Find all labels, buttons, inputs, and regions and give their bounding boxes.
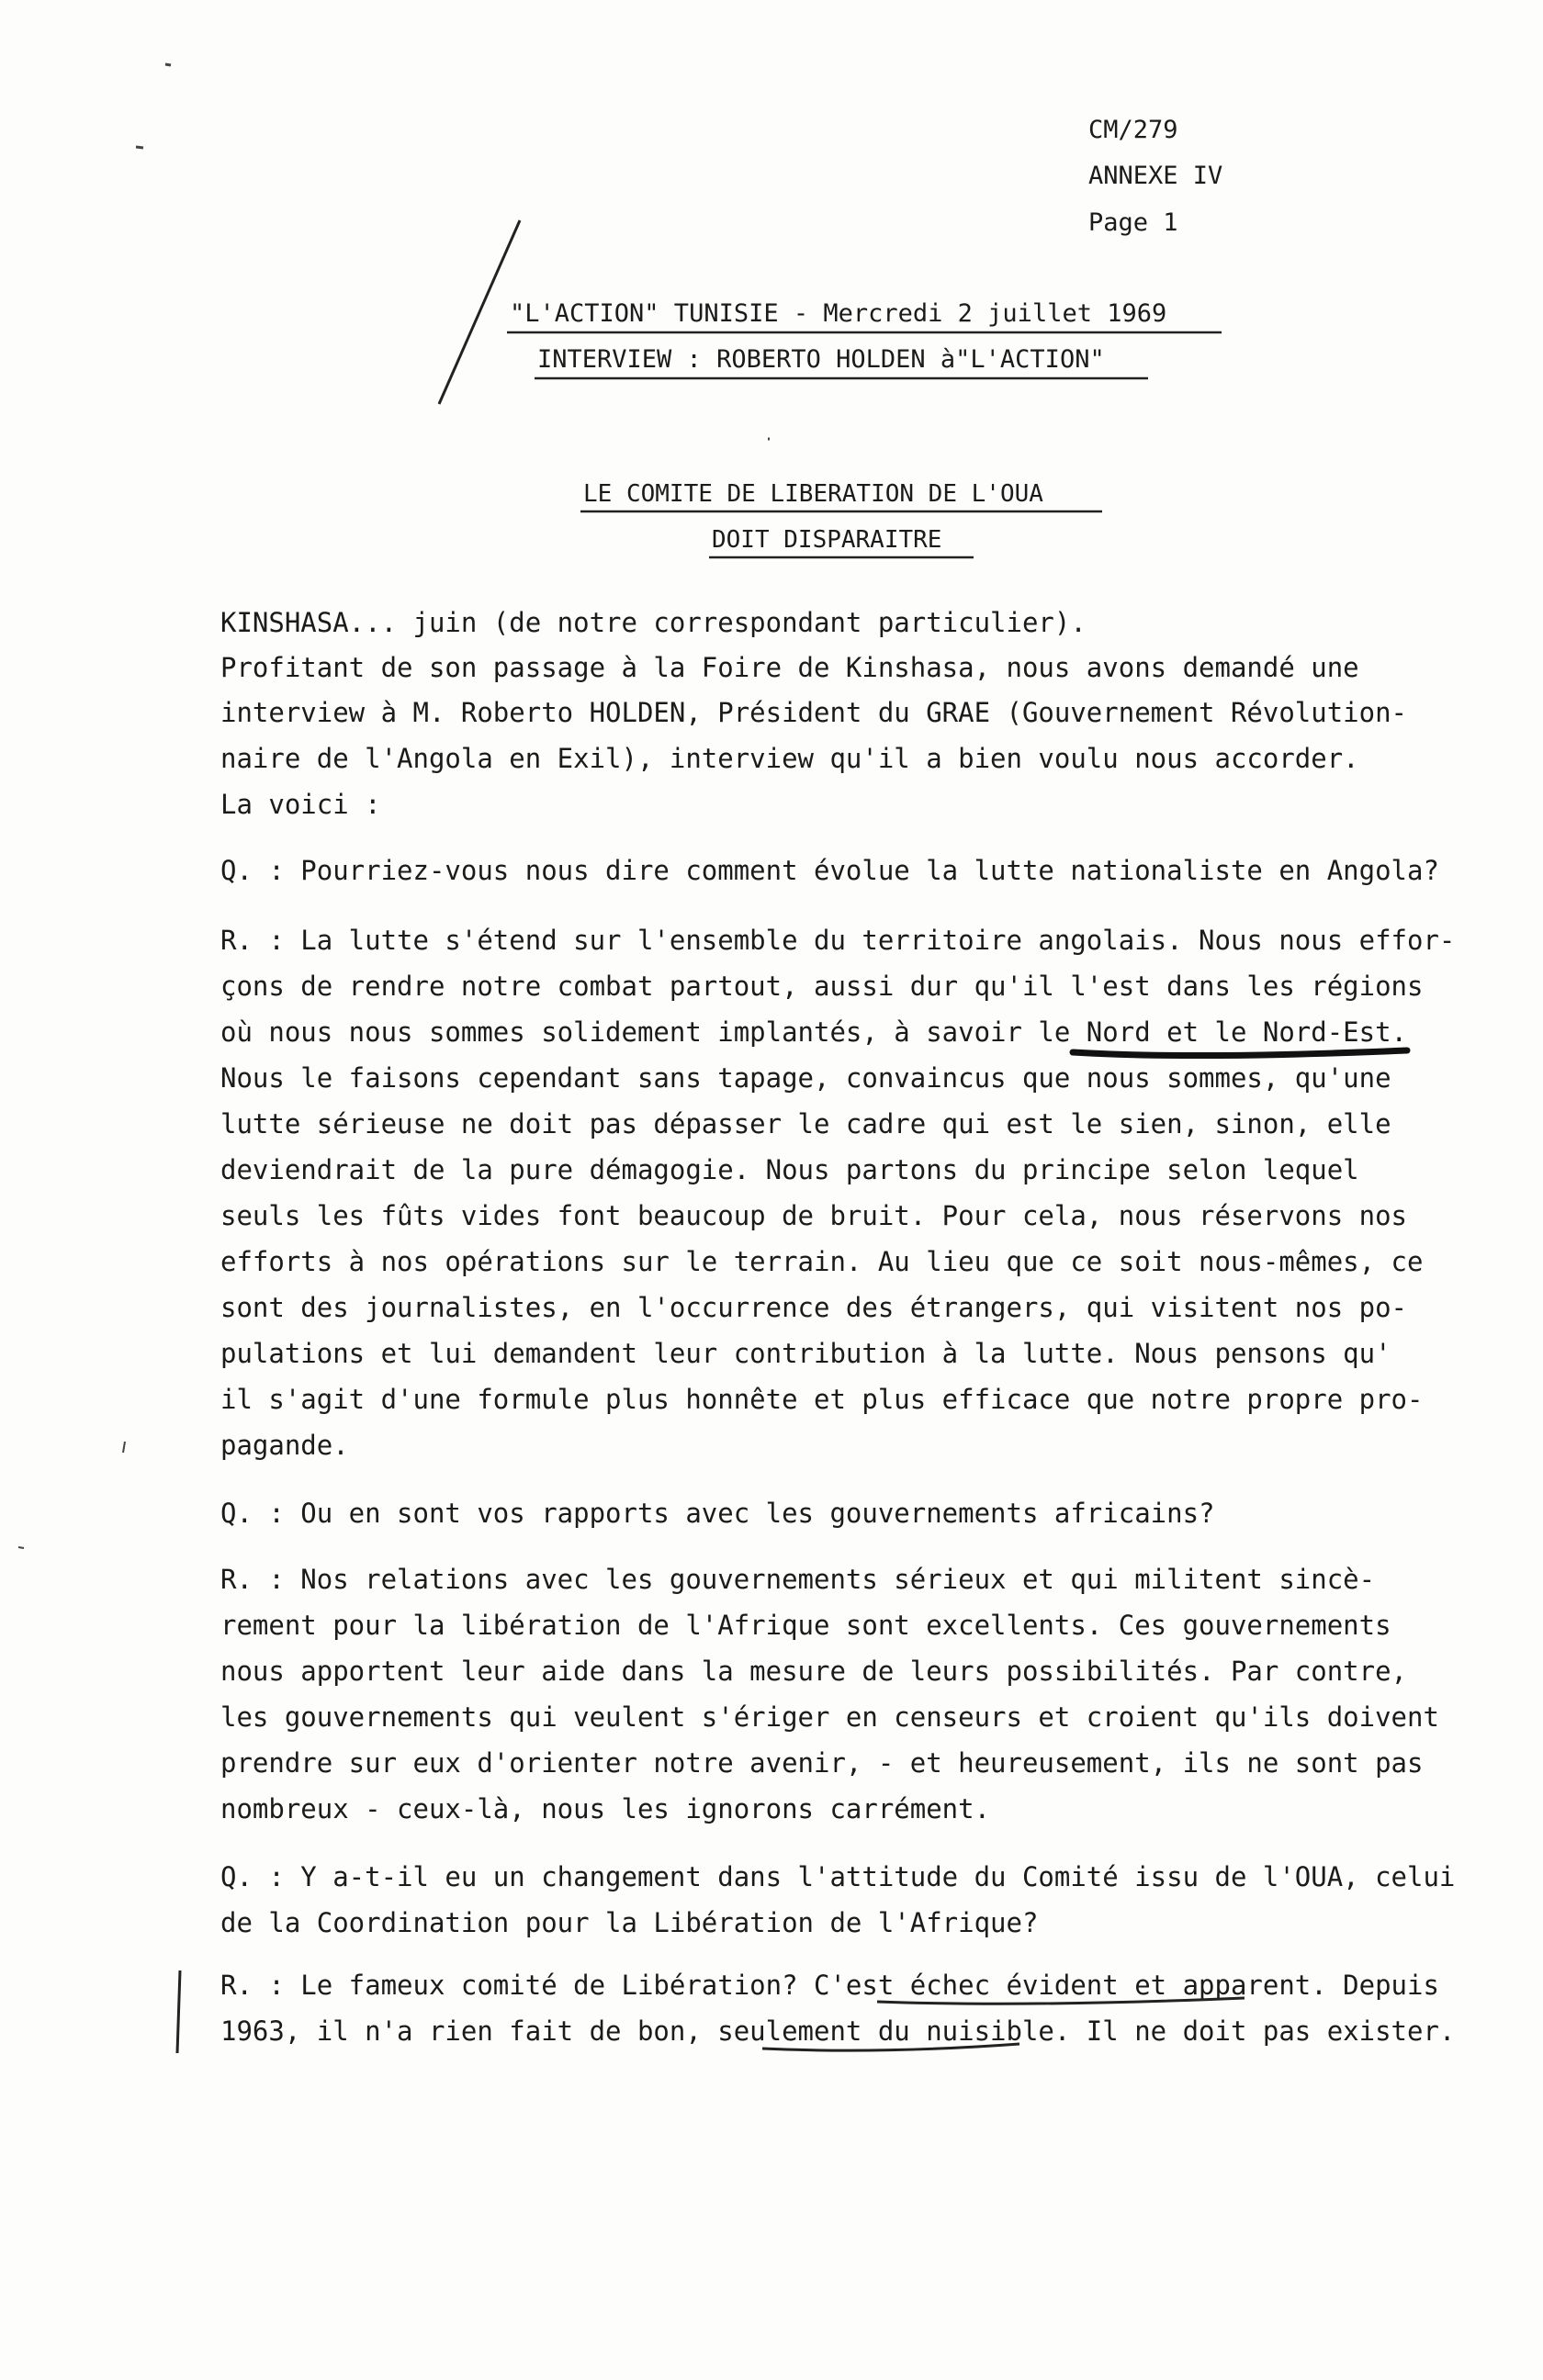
interview-line: INTERVIEW : ROBERTO HOLDEN à"L'ACTION" [537, 345, 1105, 374]
article-title-line2: DOIT DISPARAITRE [712, 526, 942, 554]
source-line: "L'ACTION" TUNISIE - Mercredi 2 juillet 1969 [510, 299, 1167, 328]
body-line: KINSHASA... juin (de notre correspondant particulier). [220, 607, 1087, 638]
question-line: Q. : Y a-t-il eu un changement dans l'attitude du Comité issu de l'OUA, celui [220, 1861, 1456, 1892]
answer-line: R. : Nos relations avec les gouvernements sérieux et qui militent sincè- [220, 1564, 1376, 1595]
answer-line: où nous nous sommes solidement implantés, à savoir le Nord et le Nord-Est. [220, 1016, 1408, 1048]
question-line: Q. : Pourriez-vous nous dire comment évolue la lutte nationaliste en Angola? [220, 855, 1439, 886]
page-number: Page 1 [1088, 208, 1178, 237]
document-reference: CM/279 [1088, 116, 1178, 144]
answer-line: nombreux - ceux-là, nous les ignorons carrément. [220, 1793, 991, 1824]
answer-line: deviendrait de la pure démagogie. Nous partons du principe selon lequel [220, 1154, 1359, 1185]
answer-line: R. : La lutte s'étend sur l'ensemble du territoire angolais. Nous nous effor- [220, 925, 1456, 956]
answer-line: prendre sur eux d'orienter notre avenir, - et heureusement, ils ne sont pas [220, 1747, 1424, 1779]
body-line: interview à M. Roberto HOLDEN, Président du GRAE (Gouvernement Révolution- [220, 697, 1408, 728]
answer-line: rement pour la libération de l'Afrique sont excellents. Ces gouvernements [220, 1610, 1391, 1641]
answer-line: lutte sérieuse ne doit pas dépasser le cadre qui est le sien, sinon, elle [220, 1108, 1391, 1139]
answer-line: Nous le faisons cependant sans tapage, convaincus que nous sommes, qu'une [220, 1062, 1391, 1094]
answer-line: R. : Le fameux comité de Libération? C'est échec évident et apparent. Depuis [220, 1970, 1439, 2001]
answer-line: il s'agit d'une formule plus honnête et plus efficace que notre propre pro- [220, 1384, 1424, 1415]
question-line: de la Coordination pour la Libération de l'Afrique? [220, 1907, 1039, 1938]
answer-line: çons de rendre notre combat partout, aussi dur qu'il l'est dans les régions [220, 971, 1424, 1002]
answer-line: efforts à nos opérations sur le terrain. Au lieu que ce soit nous-mêmes, ce [220, 1246, 1424, 1277]
question-line: Q. : Ou en sont vos rapports avec les gouvernements africains? [220, 1498, 1215, 1529]
answer-line: pulations et lui demandent leur contribution à la lutte. Nous pensons qu' [220, 1338, 1391, 1369]
body-line: La voici : [220, 789, 381, 820]
answer-line: pagande. [220, 1430, 349, 1461]
answer-line: nous apportent leur aide dans la mesure de leurs possibilités. Par contre, [220, 1656, 1408, 1687]
answer-line: seuls les fûts vides font beaucoup de bruit. Pour cela, nous réservons nos [220, 1200, 1408, 1231]
annex-label: ANNEXE IV [1088, 162, 1223, 190]
answer-line: sont des journalistes, en l'occurrence des étrangers, qui visitent nos po- [220, 1292, 1408, 1323]
answer-line: 1963, il n'a rien fait de bon, seulement du nuisible. Il ne doit pas exister. [220, 2015, 1456, 2047]
answer-line: les gouvernements qui veulent s'ériger en censeurs et croient qu'ils doivent [220, 1701, 1439, 1733]
article-title-line1: LE COMITE DE LIBERATION DE L'OUA [583, 480, 1043, 508]
body-line: Profitant de son passage à la Foire de Kinshasa, nous avons demandé une [220, 652, 1359, 683]
body-line: naire de l'Angola en Exil), interview qu'il a bien voulu nous accorder. [220, 743, 1359, 774]
